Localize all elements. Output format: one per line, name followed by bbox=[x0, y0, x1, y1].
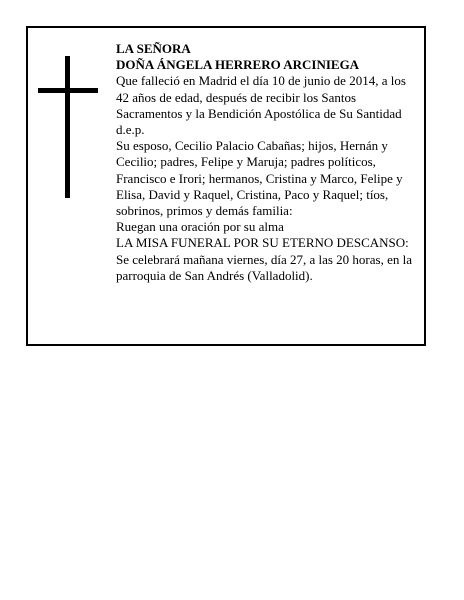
notice-title-line1: LA SEÑORA bbox=[116, 41, 191, 56]
death-info: Que falleció en Madrid el día 10 de junio de 2014, a los 42 años de edad, después de recibir los Santos Sacramentos y la Bendición Apostólica de Su Santidad bbox=[116, 73, 406, 121]
dep-text: d.e.p. bbox=[116, 122, 145, 138]
funeral-details: : Se celebrará mañana viernes, día 27, a las 20 horas, en la parroquia de San Andrés (Valladolid). bbox=[116, 235, 412, 283]
family-list: Su esposo, Cecilio Palacio Cabañas; hijos, Hernán y Cecilio; padres, Felipe y Maruja; padres políticos, Francisco e Irori; hermanos, Cristina y Marco, Felipe y Elisa, David y Raquel, Cristina, Paco y Raquel; tíos, sobrinos, primos y demás familia: bbox=[116, 138, 403, 219]
notice-text bbox=[116, 41, 416, 284]
funeral-info bbox=[116, 235, 416, 284]
prayer-request: Ruegan una oración por su alma bbox=[116, 219, 284, 235]
cross-vertical-bar bbox=[65, 56, 70, 198]
cross-horizontal-bar bbox=[38, 88, 98, 93]
deceased-name: DOÑA ÁNGELA HERRERO ARCINIEGA bbox=[116, 57, 360, 73]
obituary-notice bbox=[26, 26, 426, 346]
cross-icon bbox=[38, 56, 98, 198]
funeral-heading: LA MISA FUNERAL POR SU ETERNO DESCANSO bbox=[116, 235, 406, 251]
